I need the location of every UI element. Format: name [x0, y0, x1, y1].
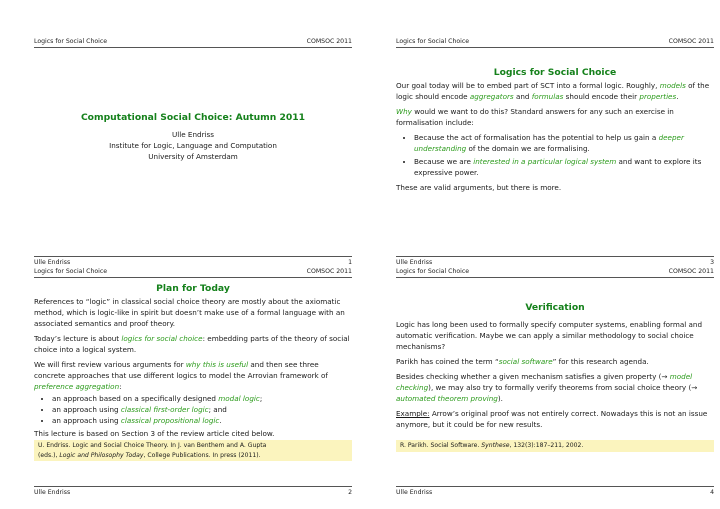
footer-author: Ulle Endriss	[34, 489, 71, 496]
author: Ulle Endriss	[171, 130, 215, 139]
paragraph: Parikh has coined the term “social software” for this research agenda.	[396, 357, 649, 366]
slide-title: Plan for Today	[156, 283, 230, 294]
footer-author: Ulle Endriss	[396, 259, 433, 266]
slide-body	[34, 50, 352, 256]
header-right: COMSOC 2011	[668, 268, 714, 275]
page-number: 2	[348, 489, 352, 496]
slide-3	[396, 34, 714, 270]
bullet-list	[34, 393, 352, 426]
citation-box: R. Parikh. Social Software. Synthese, 132(3):187–211, 2002.	[396, 440, 714, 452]
university: University of Amsterdam	[148, 152, 238, 161]
paragraph: Our goal today will be to embed part of SCT into a formal logic. Roughly, models of the logic should encode aggregators and formulas should encode their properties.	[396, 81, 710, 101]
slide-2	[34, 264, 352, 500]
slide-body	[34, 280, 352, 486]
header-left: Logics for Social Choice	[34, 38, 108, 45]
slide-1	[34, 34, 352, 270]
list-item: • an approach using classical first-order logic; and	[52, 404, 352, 415]
page-number: 1	[348, 259, 352, 266]
header-right: COMSOC 2011	[306, 268, 352, 275]
header-right: COMSOC 2011	[306, 38, 352, 45]
list-item: • an approach using classical propositional logic.	[52, 415, 352, 426]
paragraph: This lecture is based on Section 3 of the review article cited below.	[34, 429, 275, 438]
institute: Institute for Logic, Language and Computation	[109, 141, 277, 150]
page-number: 3	[710, 259, 714, 266]
paragraph: These are valid arguments, but there is more.	[396, 183, 562, 192]
citation-line: (eds.), Logic and Philosophy Today, College Publications. In press (2011).	[38, 451, 261, 459]
paragraph: Besides checking whether a given mechanism satisfies a given property (⇝ model checking), we may also try to formally verify theorems from social choice theory (⇝ automated theorem proving).	[396, 372, 698, 403]
paragraph: References to “logic” in classical social choice theory are mostly about the axiomatic method, which is logic-like in spirit but doesn’t make use of a formal language with an associated semantics and proof theory.	[34, 297, 345, 328]
slide-title: Verification	[525, 302, 585, 313]
slide-footer	[396, 486, 714, 496]
header-left: Logics for Social Choice	[396, 268, 470, 275]
header-left: Logics for Social Choice	[34, 268, 108, 275]
slide-header	[396, 38, 714, 48]
list-item: • Because we are interested in a particular logical system and want to explore its expressive power.	[414, 156, 714, 178]
paragraph: We will first review various arguments for why this is useful and then see three concrete approaches that use different logics to model the Arrovian framework of preference aggregation:	[34, 360, 328, 391]
header-right: COMSOC 2011	[668, 38, 714, 45]
bullet-list	[396, 132, 714, 178]
paragraph: Today’s lecture is about logics for social choice: embedding parts of the theory of social choice into a logical system.	[34, 334, 350, 354]
page-number: 4	[710, 489, 714, 496]
slide-4	[396, 264, 714, 500]
list-item: • Because the act of formalisation has the potential to help us gain a deeper understanding of the domain we are formalising.	[414, 132, 714, 154]
slide-body	[396, 50, 714, 256]
slide-footer	[34, 486, 352, 496]
list-item: • an approach based on a specifically designed modal logic;	[52, 393, 352, 404]
header-left: Logics for Social Choice	[396, 38, 470, 45]
slide-header	[396, 268, 714, 278]
paragraph: Why would we want to do this? Standard answers for any such an exercise in formalisation include:	[396, 107, 674, 127]
slide-header	[34, 38, 352, 48]
citation-line: U. Endriss. Logic and Social Choice Theory. In J. van Benthem and A. Gupta	[38, 442, 267, 449]
footer-author: Ulle Endriss	[34, 259, 71, 266]
page-title: Computational Social Choice: Autumn 2011	[80, 112, 306, 123]
footer-author: Ulle Endriss	[396, 489, 433, 496]
citation-box	[34, 440, 352, 461]
slide-body	[396, 280, 714, 486]
slide-header	[34, 268, 352, 278]
slide-title: Logics for Social Choice	[493, 67, 617, 78]
paragraph: Logic has long been used to formally specify computer systems, enabling formal and automatic verification. Maybe we can apply a similar methodology to social choice mechanisms?	[396, 320, 703, 351]
paragraph: Example: Arrow’s original proof was not entirely correct. Nowadays this is not an issue anymore, but it could be for new results.	[396, 409, 708, 429]
